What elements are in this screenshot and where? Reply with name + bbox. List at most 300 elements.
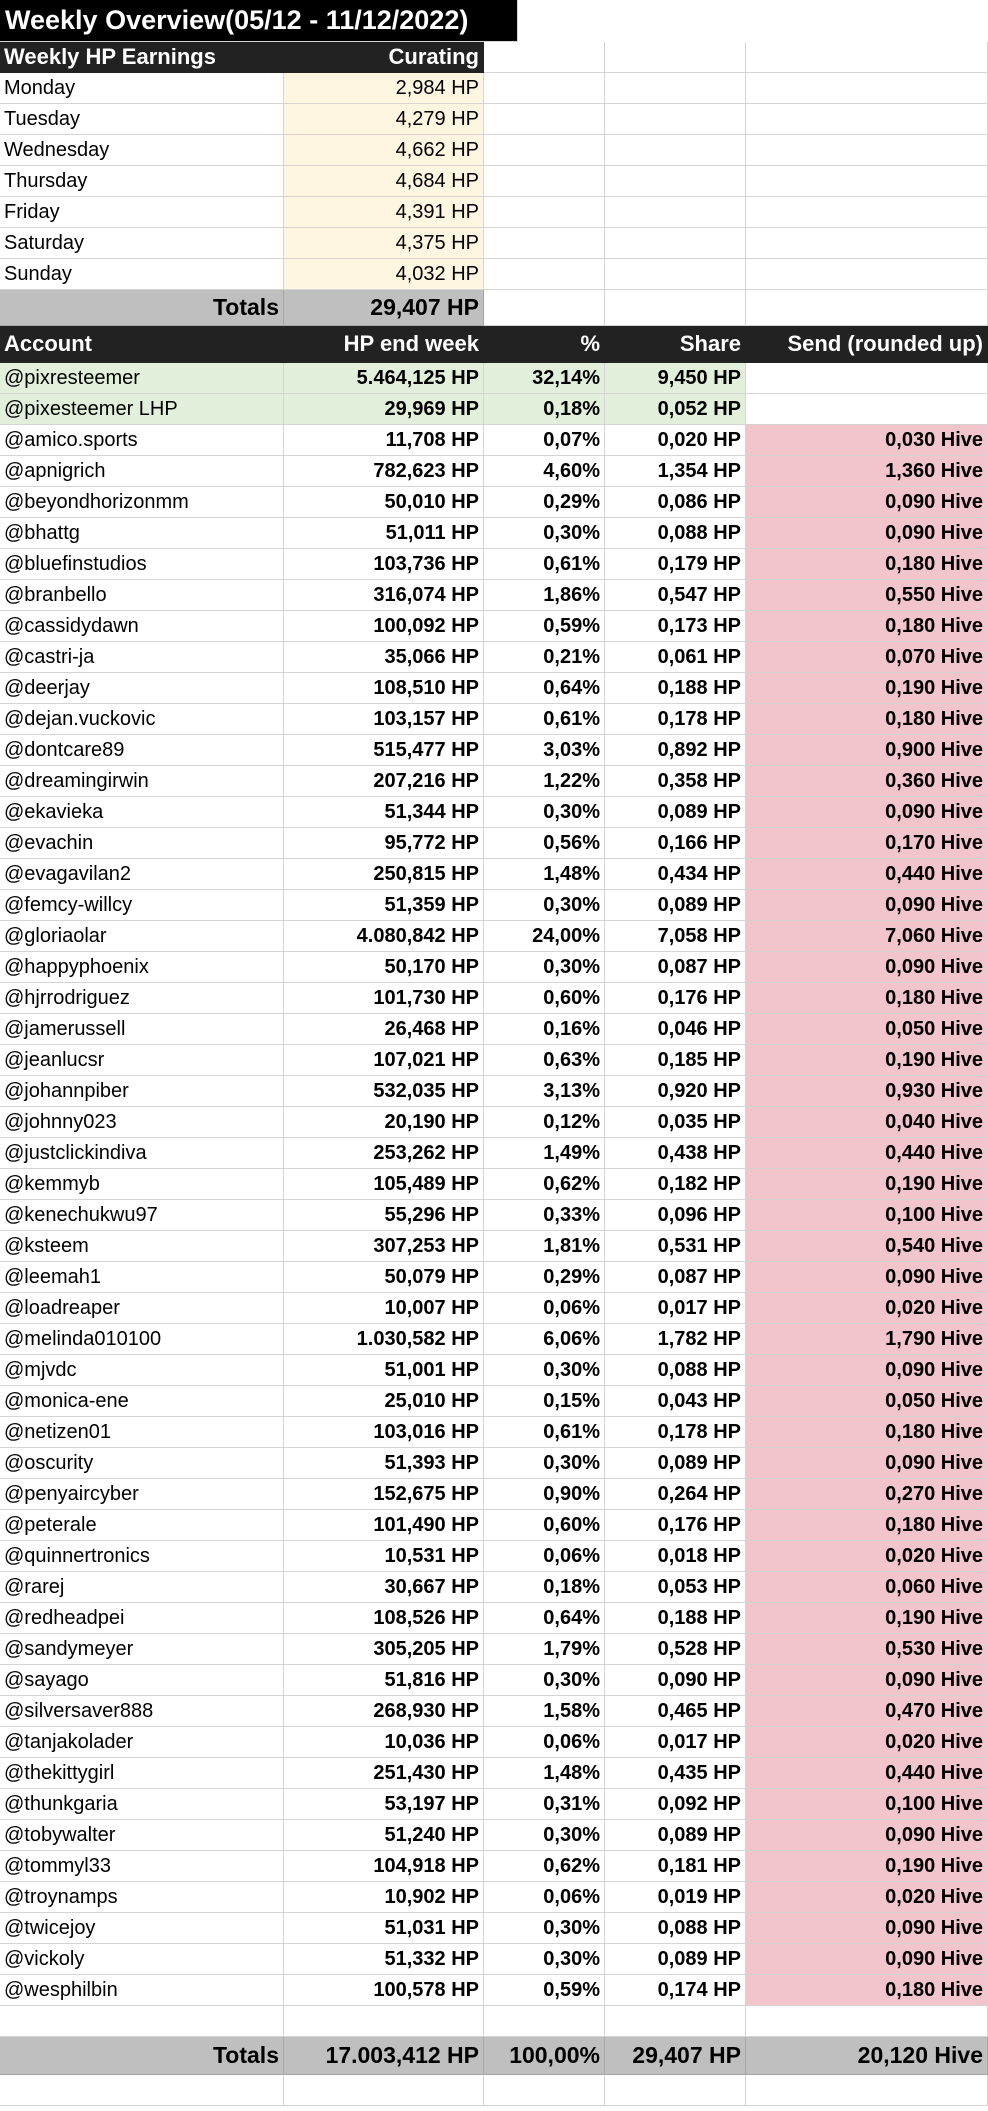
account-row <box>0 1851 988 1882</box>
account-pct: 0,31% <box>484 1789 605 1820</box>
accounts-totals-send: 20,120 Hive <box>746 2037 988 2075</box>
account-row <box>0 828 988 859</box>
account-send: 0,100 Hive <box>746 1200 988 1231</box>
account-pct: 1,22% <box>484 766 605 797</box>
account-row <box>0 425 988 456</box>
empty-cell <box>484 290 605 326</box>
account-share: 0,017 HP <box>605 1727 746 1758</box>
account-pct: 0,61% <box>484 549 605 580</box>
account-send: 0,180 Hive <box>746 983 988 1014</box>
account-name: @happyphoenix <box>0 952 284 983</box>
account-pct: 1,81% <box>484 1231 605 1262</box>
account-name: @oscurity <box>0 1448 284 1479</box>
day-hp: 2,984 HP <box>284 73 484 104</box>
account-name: @jamerussell <box>0 1014 284 1045</box>
account-share: 0,017 HP <box>605 1293 746 1324</box>
account-send: 0,180 Hive <box>746 611 988 642</box>
account-share: 0,174 HP <box>605 1975 746 2006</box>
account-name: @twicejoy <box>0 1913 284 1944</box>
account-name: @melinda010100 <box>0 1324 284 1355</box>
account-name: @leemah1 <box>0 1262 284 1293</box>
empty-cell <box>605 104 746 135</box>
account-name: @monica-ene <box>0 1386 284 1417</box>
account-name: @penyaircyber <box>0 1479 284 1510</box>
account-name: @bhattg <box>0 518 284 549</box>
empty-cell <box>746 228 988 259</box>
account-hp: 316,074 HP <box>284 580 484 611</box>
account-pct: 0,61% <box>484 1417 605 1448</box>
account-row <box>0 1510 988 1541</box>
title-filler <box>518 0 988 42</box>
account-name: @evagavilan2 <box>0 859 284 890</box>
account-row <box>0 1789 988 1820</box>
account-share: 0,089 HP <box>605 1944 746 1975</box>
account-name: @branbello <box>0 580 284 611</box>
account-hp: 782,623 HP <box>284 456 484 487</box>
account-row <box>0 611 988 642</box>
account-share: 0,018 HP <box>605 1541 746 1572</box>
account-send: 0,270 Hive <box>746 1479 988 1510</box>
account-share: 0,434 HP <box>605 859 746 890</box>
account-name: @johnny023 <box>0 1107 284 1138</box>
account-share: 0,182 HP <box>605 1169 746 1200</box>
account-send: 0,180 Hive <box>746 1417 988 1448</box>
account-row <box>0 518 988 549</box>
account-pct: 0,18% <box>484 394 605 425</box>
account-send: 0,090 Hive <box>746 1944 988 1975</box>
account-pct: 1,48% <box>484 1758 605 1789</box>
account-pct: 0,30% <box>484 1355 605 1386</box>
title-row <box>0 0 988 42</box>
account-row <box>0 580 988 611</box>
account-share: 0,089 HP <box>605 797 746 828</box>
account-share: 0,176 HP <box>605 983 746 1014</box>
account-pct: 0,62% <box>484 1169 605 1200</box>
account-row <box>0 1727 988 1758</box>
account-row <box>0 1479 988 1510</box>
account-send: 0,020 Hive <box>746 1541 988 1572</box>
day-hp: 4,684 HP <box>284 166 484 197</box>
account-name: @ksteem <box>0 1231 284 1262</box>
empty-cell <box>484 228 605 259</box>
account-share: 0,178 HP <box>605 704 746 735</box>
account-send: 0,090 Hive <box>746 1665 988 1696</box>
account-name: @mjvdc <box>0 1355 284 1386</box>
account-hp: 53,197 HP <box>284 1789 484 1820</box>
account-share: 0,089 HP <box>605 1820 746 1851</box>
empty-cell <box>746 73 988 104</box>
account-send: 0,900 Hive <box>746 735 988 766</box>
account-pct: 32,14% <box>484 363 605 394</box>
account-hp: 152,675 HP <box>284 1479 484 1510</box>
empty-cell <box>605 2006 746 2037</box>
empty-cell <box>0 2006 284 2037</box>
accounts-totals-label: Totals <box>0 2037 284 2075</box>
account-row <box>0 1386 988 1417</box>
account-name: @tobywalter <box>0 1820 284 1851</box>
account-share: 0,185 HP <box>605 1045 746 1076</box>
account-row <box>0 1913 988 1944</box>
account-name: @justclickindiva <box>0 1138 284 1169</box>
account-hp: 101,490 HP <box>284 1510 484 1541</box>
account-row <box>0 1417 988 1448</box>
account-pct: 0,29% <box>484 1262 605 1293</box>
account-row <box>0 1014 988 1045</box>
account-share: 0,181 HP <box>605 1851 746 1882</box>
account-pct: 0,30% <box>484 1448 605 1479</box>
account-hp: 55,296 HP <box>284 1200 484 1231</box>
account-pct: 0,21% <box>484 642 605 673</box>
account-hp: 10,007 HP <box>284 1293 484 1324</box>
day-label: Saturday <box>0 228 284 259</box>
account-send: 0,540 Hive <box>746 1231 988 1262</box>
account-send: 0,090 Hive <box>746 518 988 549</box>
account-name: @amico.sports <box>0 425 284 456</box>
empty-cell <box>605 135 746 166</box>
account-hp: 95,772 HP <box>284 828 484 859</box>
account-hp: 51,332 HP <box>284 1944 484 1975</box>
account-hp: 108,526 HP <box>284 1603 484 1634</box>
empty-cell <box>484 2006 605 2037</box>
account-hp: 515,477 HP <box>284 735 484 766</box>
account-send: 0,190 Hive <box>746 1169 988 1200</box>
empty-cell <box>605 259 746 290</box>
account-name: @netizen01 <box>0 1417 284 1448</box>
account-share: 0,528 HP <box>605 1634 746 1665</box>
account-pct: 0,56% <box>484 828 605 859</box>
account-name: @johannpiber <box>0 1076 284 1107</box>
account-share: 0,088 HP <box>605 1913 746 1944</box>
accounts-header-cell: Account <box>0 326 284 363</box>
account-row <box>0 1107 988 1138</box>
account-pct: 0,29% <box>484 487 605 518</box>
account-hp: 50,010 HP <box>284 487 484 518</box>
account-share: 1,354 HP <box>605 456 746 487</box>
account-send: 0,070 Hive <box>746 642 988 673</box>
account-row <box>0 642 988 673</box>
account-hp: 11,708 HP <box>284 425 484 456</box>
account-hp: 50,079 HP <box>284 1262 484 1293</box>
account-pct: 1,48% <box>484 859 605 890</box>
account-share: 0,173 HP <box>605 611 746 642</box>
empty-cell <box>484 2075 605 2106</box>
empty-cell <box>605 290 746 326</box>
account-pct: 6,06% <box>484 1324 605 1355</box>
account-name: @cassidydawn <box>0 611 284 642</box>
earnings-day-row <box>0 166 988 197</box>
account-hp: 35,066 HP <box>284 642 484 673</box>
account-send: 0,180 Hive <box>746 549 988 580</box>
account-name: @bluefinstudios <box>0 549 284 580</box>
account-pct: 0,30% <box>484 890 605 921</box>
account-pct: 0,90% <box>484 1479 605 1510</box>
empty-cell <box>746 290 988 326</box>
trailing-row <box>0 2075 988 2106</box>
account-pct: 0,30% <box>484 1913 605 1944</box>
account-hp: 30,667 HP <box>284 1572 484 1603</box>
account-hp: 251,430 HP <box>284 1758 484 1789</box>
account-row <box>0 1882 988 1913</box>
earnings-totals-row <box>0 290 988 326</box>
account-name: @kenechukwu97 <box>0 1200 284 1231</box>
account-hp: 103,016 HP <box>284 1417 484 1448</box>
account-row <box>0 797 988 828</box>
account-send: 0,020 Hive <box>746 1293 988 1324</box>
account-name: @hjrrodriguez <box>0 983 284 1014</box>
day-hp: 4,279 HP <box>284 104 484 135</box>
empty-cell <box>746 2006 988 2037</box>
account-hp: 100,092 HP <box>284 611 484 642</box>
account-row <box>0 1138 988 1169</box>
account-share: 1,782 HP <box>605 1324 746 1355</box>
account-hp: 25,010 HP <box>284 1386 484 1417</box>
account-send: 0,100 Hive <box>746 1789 988 1820</box>
account-send: 0,090 Hive <box>746 952 988 983</box>
account-row <box>0 1665 988 1696</box>
account-hp: 4.080,842 HP <box>284 921 484 952</box>
account-row <box>0 952 988 983</box>
account-send: 1,360 Hive <box>746 456 988 487</box>
account-share: 0,358 HP <box>605 766 746 797</box>
account-share: 0,547 HP <box>605 580 746 611</box>
account-share: 0,465 HP <box>605 1696 746 1727</box>
account-send: 0,090 Hive <box>746 890 988 921</box>
account-send: 0,190 Hive <box>746 673 988 704</box>
account-hp: 108,510 HP <box>284 673 484 704</box>
account-send: 1,790 Hive <box>746 1324 988 1355</box>
account-share: 0,087 HP <box>605 952 746 983</box>
empty-cell <box>284 2006 484 2037</box>
account-row <box>0 704 988 735</box>
account-hp: 104,918 HP <box>284 1851 484 1882</box>
accounts-header-cell: Send (rounded up) <box>746 326 988 363</box>
account-share: 0,088 HP <box>605 518 746 549</box>
empty-cell <box>484 42 605 73</box>
account-row <box>0 1944 988 1975</box>
account-name: @quinnertronics <box>0 1541 284 1572</box>
account-pct: 1,58% <box>484 1696 605 1727</box>
account-row <box>0 1293 988 1324</box>
account-name: @loadreaper <box>0 1293 284 1324</box>
account-hp: 250,815 HP <box>284 859 484 890</box>
day-hp: 4,391 HP <box>284 197 484 228</box>
account-share: 0,020 HP <box>605 425 746 456</box>
account-send: 0,090 Hive <box>746 1355 988 1386</box>
account-hp: 51,359 HP <box>284 890 484 921</box>
account-row <box>0 487 988 518</box>
account-pct: 0,30% <box>484 518 605 549</box>
account-pct: 0,64% <box>484 1603 605 1634</box>
account-send: 0,180 Hive <box>746 704 988 735</box>
account-name: @kemmyb <box>0 1169 284 1200</box>
account-hp: 107,021 HP <box>284 1045 484 1076</box>
account-hp: 207,216 HP <box>284 766 484 797</box>
empty-cell <box>605 197 746 228</box>
empty-cell <box>605 228 746 259</box>
account-pct: 0,16% <box>484 1014 605 1045</box>
account-pct: 0,30% <box>484 952 605 983</box>
account-hp: 305,205 HP <box>284 1634 484 1665</box>
account-hp: 10,531 HP <box>284 1541 484 1572</box>
account-pct: 0,60% <box>484 1510 605 1541</box>
account-row <box>0 859 988 890</box>
account-pct: 4,60% <box>484 456 605 487</box>
account-pct: 0,64% <box>484 673 605 704</box>
empty-cell <box>484 166 605 197</box>
empty-cell <box>605 73 746 104</box>
account-row <box>0 394 988 425</box>
empty-cell <box>284 2075 484 2106</box>
accounts-header-cell: HP end week <box>284 326 484 363</box>
account-name: @beyondhorizonmm <box>0 487 284 518</box>
account-share: 0,089 HP <box>605 890 746 921</box>
account-pct: 24,00% <box>484 921 605 952</box>
account-pct: 0,60% <box>484 983 605 1014</box>
account-hp: 1.030,582 HP <box>284 1324 484 1355</box>
account-send: 0,090 Hive <box>746 1448 988 1479</box>
account-hp: 51,031 HP <box>284 1913 484 1944</box>
empty-cell <box>746 2075 988 2106</box>
account-send: 0,050 Hive <box>746 1386 988 1417</box>
day-label: Thursday <box>0 166 284 197</box>
account-row <box>0 1231 988 1262</box>
account-name: @troynamps <box>0 1882 284 1913</box>
account-send: 0,470 Hive <box>746 1696 988 1727</box>
day-hp: 4,032 HP <box>284 259 484 290</box>
account-share: 0,046 HP <box>605 1014 746 1045</box>
account-name: @vickoly <box>0 1944 284 1975</box>
account-share: 0,087 HP <box>605 1262 746 1293</box>
earnings-header-label: Weekly HP Earnings <box>0 42 284 73</box>
account-hp: 51,240 HP <box>284 1820 484 1851</box>
spacer-row <box>0 2006 988 2037</box>
account-hp: 105,489 HP <box>284 1169 484 1200</box>
account-send: 0,090 Hive <box>746 1820 988 1851</box>
account-row <box>0 363 988 394</box>
account-name: @dreamingirwin <box>0 766 284 797</box>
account-pct: 0,15% <box>484 1386 605 1417</box>
empty-cell <box>746 197 988 228</box>
account-row <box>0 1975 988 2006</box>
account-share: 0,052 HP <box>605 394 746 425</box>
accounts-header-cell: Share <box>605 326 746 363</box>
account-row <box>0 890 988 921</box>
account-send: 0,090 Hive <box>746 1913 988 1944</box>
account-send: 0,040 Hive <box>746 1107 988 1138</box>
accounts-totals-share: 29,407 HP <box>605 2037 746 2075</box>
account-row <box>0 1696 988 1727</box>
account-row <box>0 1200 988 1231</box>
account-pct: 0,07% <box>484 425 605 456</box>
account-share: 0,531 HP <box>605 1231 746 1262</box>
account-pct: 1,79% <box>484 1634 605 1665</box>
account-hp: 29,969 HP <box>284 394 484 425</box>
account-name: @dejan.vuckovic <box>0 704 284 735</box>
account-name: @castri-ja <box>0 642 284 673</box>
account-hp: 10,036 HP <box>284 1727 484 1758</box>
account-send: 0,090 Hive <box>746 797 988 828</box>
account-hp: 51,393 HP <box>284 1448 484 1479</box>
empty-cell <box>746 166 988 197</box>
account-pct: 3,13% <box>484 1076 605 1107</box>
day-label: Friday <box>0 197 284 228</box>
account-send: 0,180 Hive <box>746 1975 988 2006</box>
account-pct: 0,30% <box>484 1665 605 1696</box>
account-pct: 3,03% <box>484 735 605 766</box>
empty-cell <box>484 135 605 166</box>
account-row <box>0 1076 988 1107</box>
account-send: 0,440 Hive <box>746 1138 988 1169</box>
account-hp: 253,262 HP <box>284 1138 484 1169</box>
account-row <box>0 1572 988 1603</box>
account-share: 0,920 HP <box>605 1076 746 1107</box>
account-send: 0,550 Hive <box>746 580 988 611</box>
account-send: 0,020 Hive <box>746 1882 988 1913</box>
empty-cell <box>484 104 605 135</box>
empty-cell <box>0 2075 284 2106</box>
account-send: 0,530 Hive <box>746 1634 988 1665</box>
account-share: 0,188 HP <box>605 673 746 704</box>
account-share: 0,035 HP <box>605 1107 746 1138</box>
account-pct: 0,30% <box>484 1944 605 1975</box>
account-send: 0,440 Hive <box>746 859 988 890</box>
account-name: @sayago <box>0 1665 284 1696</box>
account-hp: 100,578 HP <box>284 1975 484 2006</box>
account-send: 0,930 Hive <box>746 1076 988 1107</box>
account-row <box>0 1758 988 1789</box>
empty-cell <box>484 259 605 290</box>
empty-cell <box>746 259 988 290</box>
account-send: 0,060 Hive <box>746 1572 988 1603</box>
account-name: @rarej <box>0 1572 284 1603</box>
account-pct: 0,61% <box>484 704 605 735</box>
account-send: 0,190 Hive <box>746 1045 988 1076</box>
account-pct: 0,62% <box>484 1851 605 1882</box>
account-name: @gloriaolar <box>0 921 284 952</box>
account-hp: 51,344 HP <box>284 797 484 828</box>
account-pct: 0,06% <box>484 1541 605 1572</box>
account-row <box>0 1634 988 1665</box>
account-name: @tanjakolader <box>0 1727 284 1758</box>
earnings-totals-label: Totals <box>0 290 284 326</box>
earnings-totals-value: 29,407 HP <box>284 290 484 326</box>
accounts-totals-row <box>0 2037 988 2075</box>
account-share: 0,178 HP <box>605 1417 746 1448</box>
account-share: 0,086 HP <box>605 487 746 518</box>
account-name: @apnigrich <box>0 456 284 487</box>
account-row <box>0 735 988 766</box>
account-row <box>0 1541 988 1572</box>
account-name: @thunkgaria <box>0 1789 284 1820</box>
account-share: 0,019 HP <box>605 1882 746 1913</box>
account-share: 0,438 HP <box>605 1138 746 1169</box>
account-hp: 51,011 HP <box>284 518 484 549</box>
day-label: Tuesday <box>0 104 284 135</box>
empty-cell <box>605 42 746 73</box>
account-pct: 0,30% <box>484 1820 605 1851</box>
account-share: 0,092 HP <box>605 1789 746 1820</box>
account-row <box>0 1355 988 1386</box>
account-share: 0,179 HP <box>605 549 746 580</box>
account-row <box>0 921 988 952</box>
accounts-totals-hp: 17.003,412 HP <box>284 2037 484 2075</box>
earnings-header-value: Curating <box>284 42 484 73</box>
account-name: @evachin <box>0 828 284 859</box>
account-name: @ekavieka <box>0 797 284 828</box>
account-hp: 307,253 HP <box>284 1231 484 1262</box>
account-send: 0,190 Hive <box>746 1851 988 1882</box>
account-hp: 103,157 HP <box>284 704 484 735</box>
